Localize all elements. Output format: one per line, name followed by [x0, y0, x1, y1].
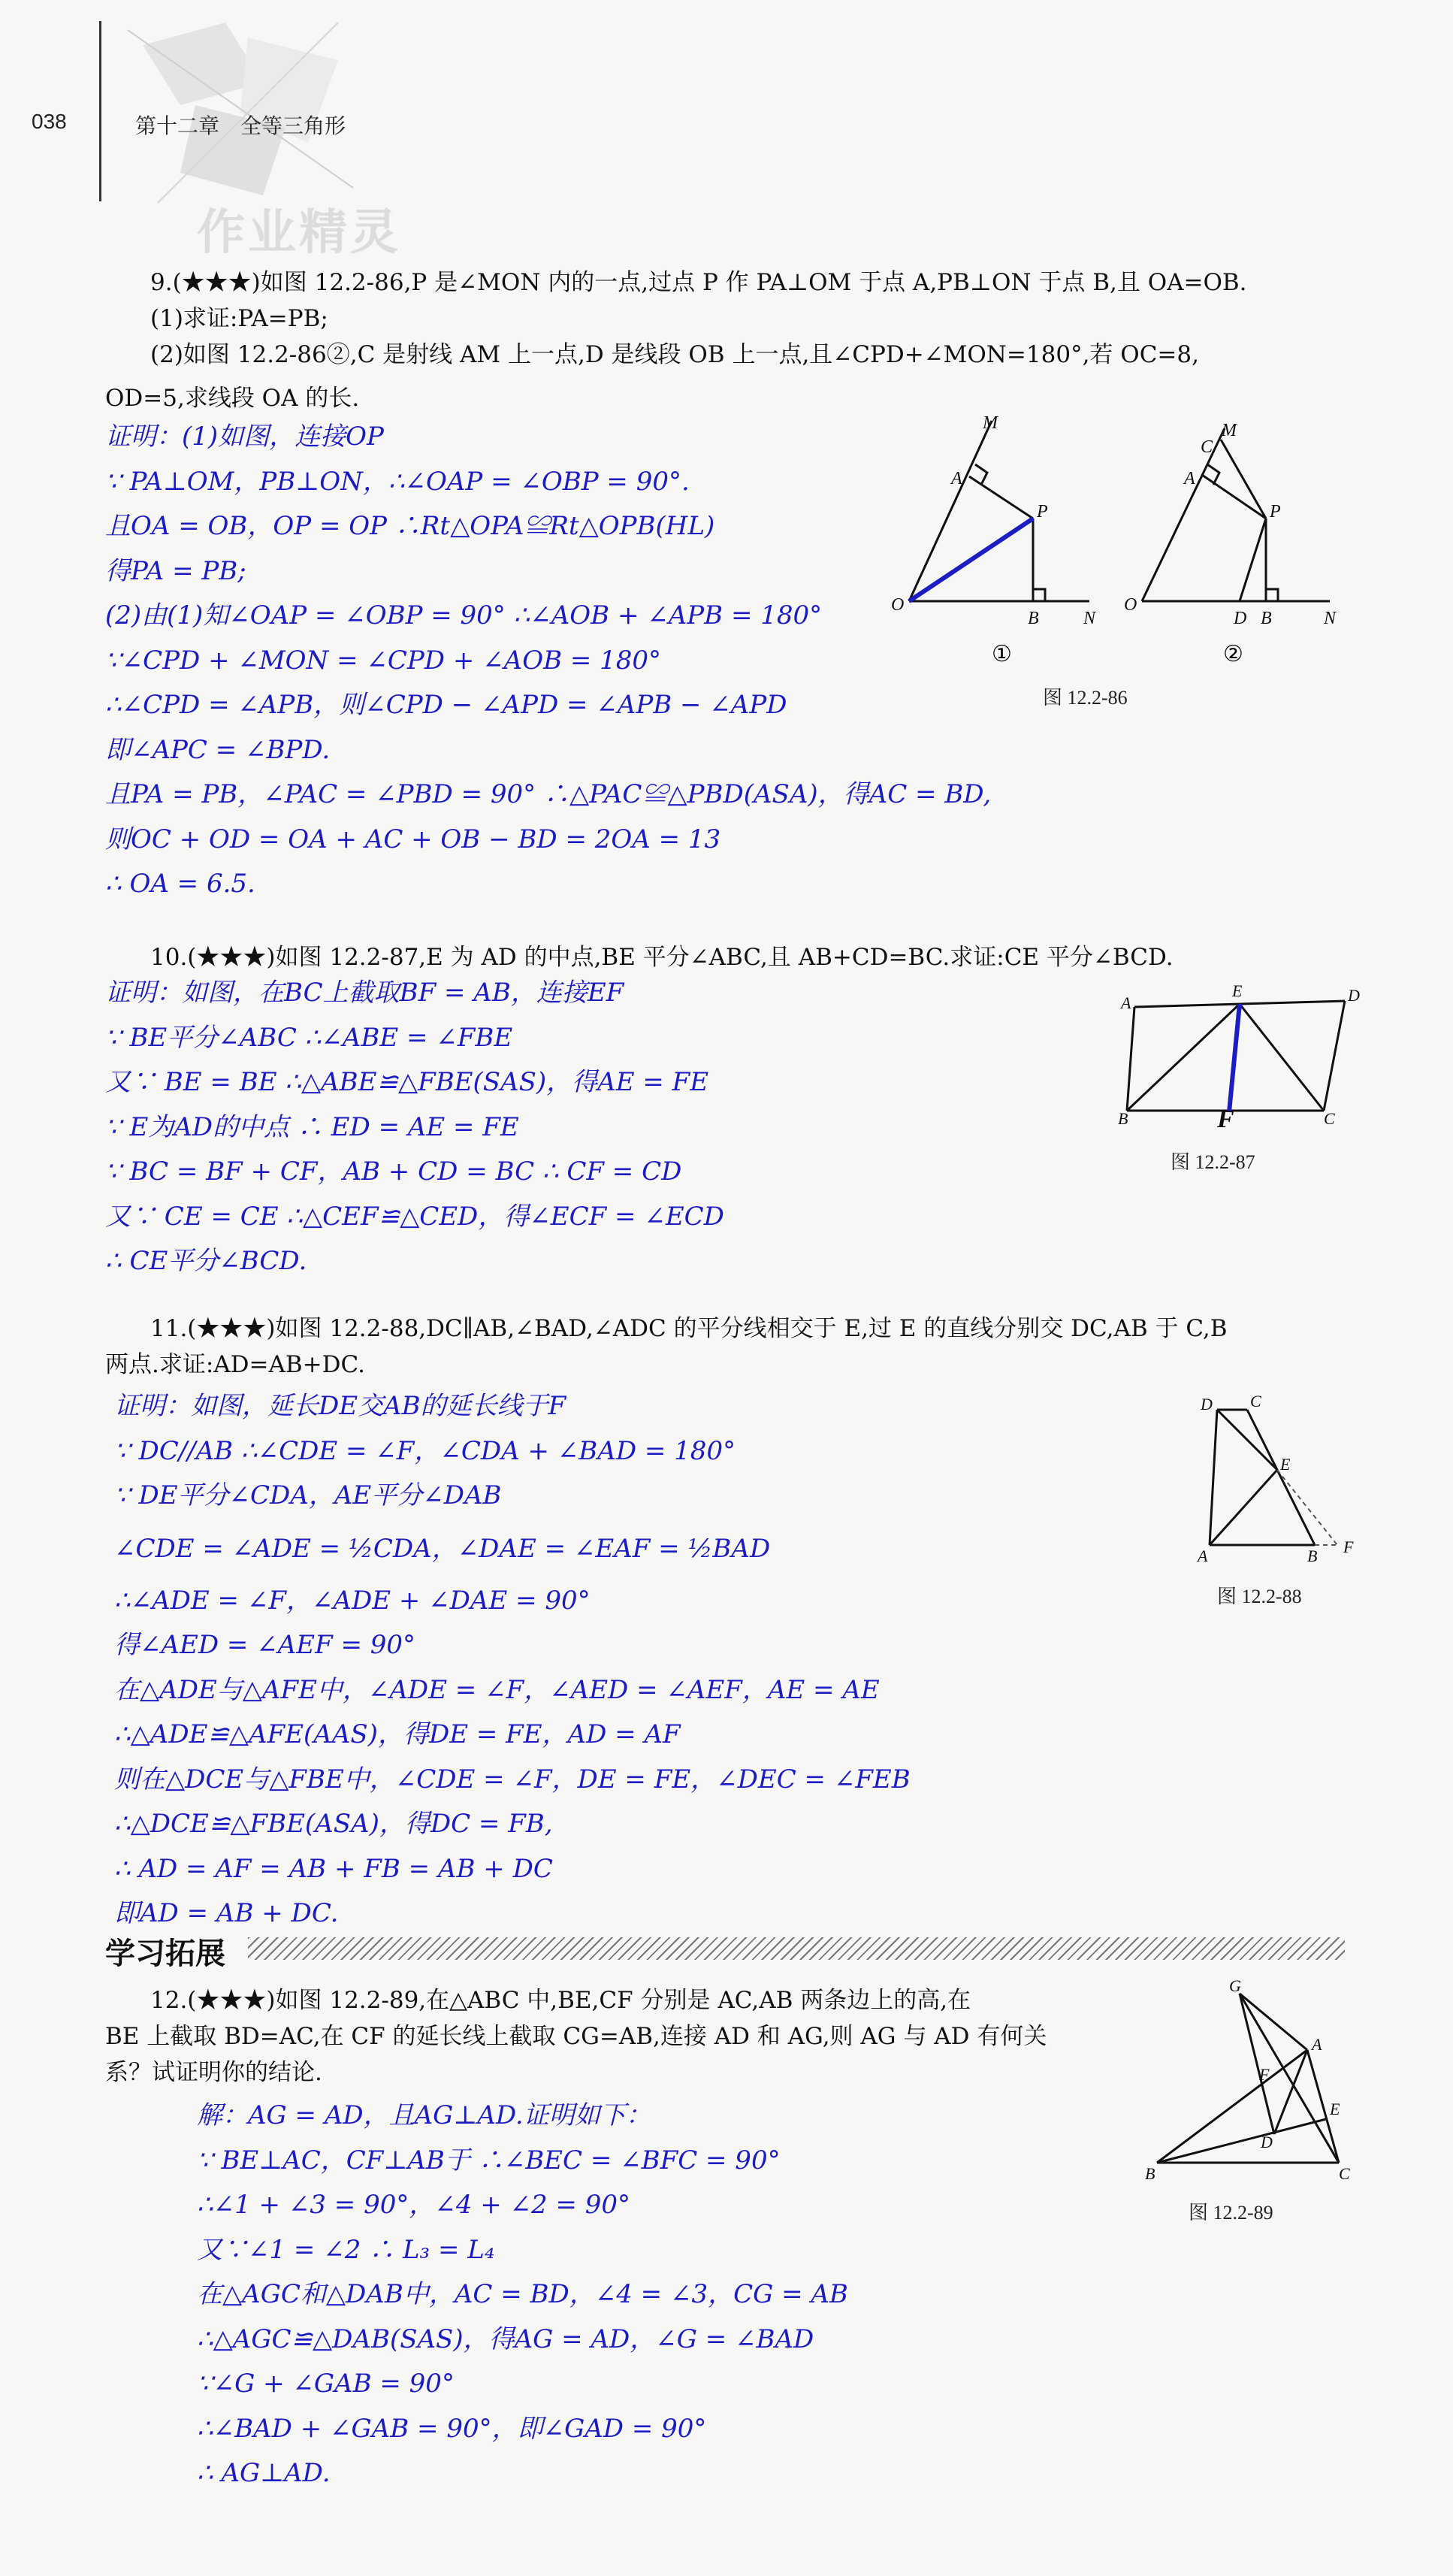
q12-question-line: 12.(★★★)如图 12.2-89,在△ABC 中,BE,CF 分别是 AC,AB 两条边上的高,在	[150, 1987, 971, 2014]
fig87-label: D	[1348, 986, 1360, 1005]
fig86-label: N	[1324, 609, 1337, 628]
fig88-label: D	[1201, 1395, 1213, 1413]
solution-line: ∴ CE平分∠BCD.	[105, 1246, 307, 1276]
solution-line: 得PA = PB;	[105, 555, 246, 586]
fig87-label: E	[1232, 981, 1243, 1000]
section-hatch	[248, 1937, 1345, 1960]
solution-line: ∵ DE平分∠CDA，AE平分∠DAB	[114, 1480, 502, 1510]
fig88-label: F	[1343, 1537, 1354, 1556]
solution-line: 证明：(1)如图，连接OP	[105, 422, 384, 452]
fig86-label: M	[983, 413, 998, 433]
fig86-sub1: ①	[992, 642, 1012, 667]
header-divider	[99, 21, 101, 201]
figure-12-2-87	[1112, 977, 1367, 1127]
q11-question-line: 两点.求证:AD=AB+DC.	[105, 1351, 365, 1378]
fig86-label: M	[1222, 421, 1237, 440]
solution-line: ∴ AD = AF = AB + FB = AB + DC	[114, 1853, 553, 1884]
fig87-label: C	[1324, 1109, 1335, 1127]
solution-line: 证明：如图，延长DE交AB的延长线于F	[114, 1391, 566, 1421]
fig86-label: B	[1028, 609, 1039, 628]
fig87-label: B	[1118, 1109, 1128, 1127]
solution-line: ∴△DCE≌△FBE(ASA)，得DC = FB,	[114, 1809, 553, 1839]
q12-question-line: BE 上截取 BD=AC,在 CF 的延长线上截取 CG=AB,连接 AD 和 AG,则 AG 与 AD 有何关	[105, 2023, 1047, 2050]
solution-line: ∴△ADE≌△AFE(AAS)，得DE = FE，AD = AF	[114, 1719, 681, 1749]
fig89-label: A	[1312, 2035, 1322, 2054]
figure-12-2-89	[1134, 1975, 1367, 2185]
fig87-label: F	[1217, 1105, 1234, 1127]
q11-question	[105, 1311, 1367, 1383]
solution-line: ∵ E为AD的中点 ∴ ED = AE = FE	[105, 1111, 519, 1142]
q9-question	[150, 265, 1367, 373]
q10-question: 10.(★★★)如图 12.2-87,E 为 AD 的中点,BE 平分∠ABC,且 AB+CD=BC.求证:CE 平分∠BCD.	[150, 944, 1174, 971]
section-title: 学习拓展	[105, 1937, 225, 1971]
solution-line: 且OA = OB，OP = OP ∴Rt△OPA≌Rt△OPB(HL)	[105, 511, 715, 541]
fig89-label: F	[1259, 2065, 1270, 2084]
solution-line: 又∵∠1 = ∠2 ∴ L₃ = L₄	[197, 2234, 495, 2265]
solution-line: ∵∠CPD + ∠MON = ∠CPD + ∠AOB = 180°	[105, 645, 662, 676]
fig89-label: E	[1330, 2100, 1340, 2118]
q12-question-line: 系？试证明你的结论.	[105, 2059, 322, 2086]
figure-12-2-86	[887, 406, 1352, 676]
fig86-label: D	[1234, 609, 1247, 628]
solution-line: 在△ADE与△AFE中，∠ADE = ∠F，∠AED = ∠AEF，AE = AE	[114, 1674, 880, 1705]
figure-caption: 图 12.2-88	[1217, 1586, 1302, 1607]
fig86-label: O	[891, 595, 905, 615]
solution-line: ∴ OA = 6.5.	[105, 869, 255, 899]
fig86-label: C	[1201, 437, 1213, 457]
solution-line: 又∵ BE = BE ∴△ABE≌△FBE(SAS)，得AE = FE	[105, 1067, 709, 1097]
page-number: 038	[32, 110, 67, 133]
solution-line: ∵∠G + ∠GAB = 90°	[197, 2369, 455, 2399]
q11-question-line: 11.(★★★)如图 12.2-88,DC∥AB,∠BAD,∠ADC 的平分线相交于 E,过 E 的直线分别交 DC,AB 于 C,B	[150, 1315, 1228, 1342]
solution-line: 解：AG = AD，且AG⊥AD.证明如下：	[197, 2100, 651, 2130]
fig88-label: A	[1198, 1547, 1208, 1565]
solution-line: 即∠APC = ∠BPD.	[105, 734, 331, 765]
fig86-sub2: ②	[1223, 642, 1243, 667]
figure-caption: 图 12.2-87	[1171, 1151, 1255, 1173]
fig88-label: E	[1280, 1455, 1291, 1474]
solution-line: 即AD = AB + DC.	[114, 1898, 339, 1928]
figure-caption: 图 12.2-86	[1043, 687, 1128, 709]
solution-line: 又∵ CE = CE ∴△CEF≌△CED，得∠ECF = ∠ECD	[105, 1201, 724, 1232]
solution-line: 则OC + OD = OA + AC + OB − BD = 2OA = 13	[105, 824, 721, 854]
fig86-label: P	[1037, 502, 1048, 522]
fig89-label: D	[1261, 2133, 1273, 2151]
solution-line: 则在△DCE与△FBE中，∠CDE = ∠F，DE = FE，∠DEC = ∠FEB	[114, 1764, 911, 1794]
watermark: 作业精灵	[197, 204, 401, 261]
solution-line: (2)由(1)知∠OAP = ∠OBP = 90° ∴∠AOB + ∠APB = 180°	[105, 600, 823, 630]
q9-question-line: (2)如图 12.2-86②,C 是射线 AM 上一点,D 是线段 OB 上一点,且∠CPD+∠MON=180°,若 OC=8,	[150, 341, 1199, 368]
solution-line: ∵ DC//AB ∴∠CDE = ∠F，∠CDA + ∠BAD = 180°	[114, 1435, 736, 1466]
q9-question-line: 9.(★★★)如图 12.2-86,P 是∠MON 内的一点,过点 P 作 PA⊥OM 于点 A,PB⊥ON 于点 B,且 OA=OB.	[150, 269, 1247, 296]
fig86-label: N	[1083, 609, 1096, 628]
solution-line: ∴∠CPD = ∠APB，则∠CPD − ∠APD = ∠APB − ∠APD	[105, 690, 787, 720]
solution-line: 在△AGC和△DAB中，AC = BD，∠4 = ∠3，CG = AB	[197, 2279, 848, 2309]
q12-solution	[197, 2094, 848, 2496]
fig88-label: B	[1307, 1547, 1318, 1565]
chapter-title: 第十二章 全等三角形	[135, 114, 346, 138]
fig86-label: B	[1261, 609, 1272, 628]
solution-line: 且PA = PB，∠PAC = ∠PBD = 90° ∴△PAC≌△PBD(ASA)，得AC = BD,	[105, 779, 992, 809]
solution-line: ∠CDE = ∠ADE = ½CDA，∠DAE = ∠EAF = ½BAD	[114, 1533, 771, 1564]
solution-line: ∴△AGC≌△DAB(SAS)，得AG = AD，∠G = ∠BAD	[197, 2324, 814, 2354]
solution-line: ∴ AG⊥AD.	[197, 2458, 331, 2488]
q9-question-tail: OD=5,求线段 OA 的长.	[105, 385, 360, 412]
fig88-label: C	[1250, 1392, 1261, 1410]
solution-line: ∵ PA⊥OM，PB⊥ON，∴∠OAP = ∠OBP = 90°.	[105, 466, 690, 497]
fig86-label: A	[951, 469, 962, 488]
solution-line: ∵ BE⊥AC，CF⊥AB于 ∴∠BEC = ∠BFC = 90°	[197, 2145, 781, 2175]
solution-line: ∵ BC = BF + CF，AB + CD = BC ∴ CF = CD	[105, 1156, 682, 1187]
solution-line: ∵ BE平分∠ABC ∴∠ABE = ∠FBE	[105, 1022, 513, 1053]
fig87-label: A	[1121, 993, 1131, 1012]
figure-caption: 图 12.2-89	[1189, 2202, 1273, 2224]
figure-12-2-88	[1187, 1387, 1367, 1568]
solution-line: 证明：如图，在BC上截取BF = AB，连接EF	[105, 978, 624, 1008]
solution-line: ∴∠BAD + ∠GAB = 90°，即∠GAD = 90°	[197, 2413, 707, 2444]
fig86-label: P	[1270, 502, 1281, 522]
q9-question-line: (1)求证:PA=PB;	[150, 305, 328, 332]
solution-line: 得∠AED = ∠AEF = 90°	[114, 1630, 416, 1660]
q10-solution	[105, 971, 724, 1284]
q9-solution	[105, 415, 991, 907]
fig86-label: O	[1124, 595, 1137, 615]
fig89-label: C	[1339, 2164, 1350, 2183]
q11-solution	[114, 1384, 911, 1937]
solution-line: ∴∠1 + ∠3 = 90°，∠4 + ∠2 = 90°	[197, 2190, 631, 2220]
solution-line: ∴∠ADE = ∠F，∠ADE + ∠DAE = 90°	[114, 1585, 591, 1616]
fig86-label: A	[1184, 469, 1195, 488]
fig89-label: B	[1145, 2164, 1155, 2183]
fig89-label: G	[1229, 1976, 1241, 1995]
q12-question	[105, 1982, 1097, 2091]
